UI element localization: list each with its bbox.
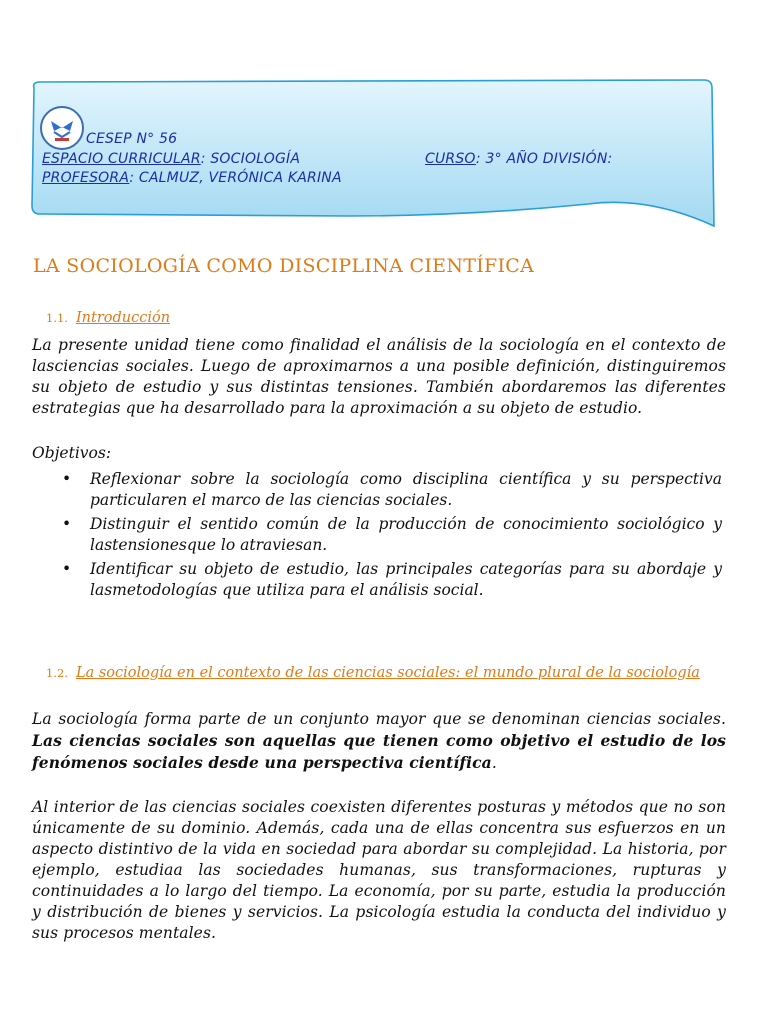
section-heading-social-sciences — [46, 664, 766, 683]
curriculum-value: : SOCIOLOGÍA — [200, 151, 301, 167]
intro-paragraph: La presente unidad tiene como finalidad el análisis de la sociología en el contexto de lasciencias sociales. Luego de aproximarnos a una posible definición, distinguiremos su objeto de estudio y sus distintas tensiones. También abordaremos las diferentes estrategias que ha desarrollado para la aproximación a su objeto de estudio. — [32, 336, 726, 417]
social-sciences-paragraph — [32, 709, 726, 774]
list-item: • Reflexionar sobre la sociología como disciplina científica y su perspectiva particularen el marco de las ciencias sociales. — [56, 469, 722, 511]
list-item: • Identificar su objeto de estudio, las principales categorías para su abordaje y lasmetodologías que utiliza para el análisis social. — [56, 559, 722, 601]
objectives-label: Objetivos: — [32, 444, 112, 462]
curriculum-line — [42, 151, 300, 167]
definition-text: Las ciencias sociales son aquellas que tienen como objetivo el estudio de los fenómenos sociales desde una perspectiva científica — [32, 731, 726, 772]
section-number: 1.1. — [46, 311, 68, 325]
section-title: Introducción — [75, 310, 171, 326]
paragraph-end: . — [491, 754, 497, 772]
disciplines-paragraph: Al interior de las ciencias sociales coexisten diferentes posturas y métodos que no son únicamente de su dominio. Además, cada una de ellas concentra sus esfuerzos en un aspecto distintivo de la vida en sociedad para abordar su complejidad. La historia, por ejemplo, estudiaa las sociedades humanas, sus transformaciones, rupturas y continuidades a lo largo del tiempo. La economía, por su parte, estudia la producción y distribución de bienes y servicios. La psicología estudia la conducta del individuo y sus procesos mentales. — [32, 798, 726, 942]
section-number: 1.2. — [46, 666, 68, 680]
section-heading-introduction — [46, 309, 170, 328]
course-label: CURSO — [425, 151, 476, 167]
teacher-value: : CALMUZ, VERÓNICA KARINA — [129, 170, 342, 186]
teacher-label: PROFESORA — [42, 170, 130, 186]
course-value: : 3° AÑO DIVISIÓN: — [475, 151, 613, 167]
paragraph-text: La sociología forma parte de un conjunto mayor que se denominan ciencias sociales. — [32, 710, 726, 728]
objectives-list — [56, 469, 722, 604]
teacher-line — [42, 170, 342, 186]
section-title: La sociología en el contexto de las ciencias sociales: el mundo plural de la sociología — [75, 665, 700, 681]
school-emblem-icon — [40, 106, 84, 150]
page-title: LA SOCIOLOGÍA COMO DISCIPLINA CIENTÍFICA — [33, 255, 535, 277]
course-line — [425, 151, 612, 167]
curriculum-label: ESPACIO CURRICULAR — [42, 151, 201, 167]
list-item: • Distinguir el sentido común de la producción de conocimiento sociológico y lastensionesque lo atraviesan. — [56, 514, 722, 556]
school-name: CESEP N° 56 — [86, 131, 178, 147]
